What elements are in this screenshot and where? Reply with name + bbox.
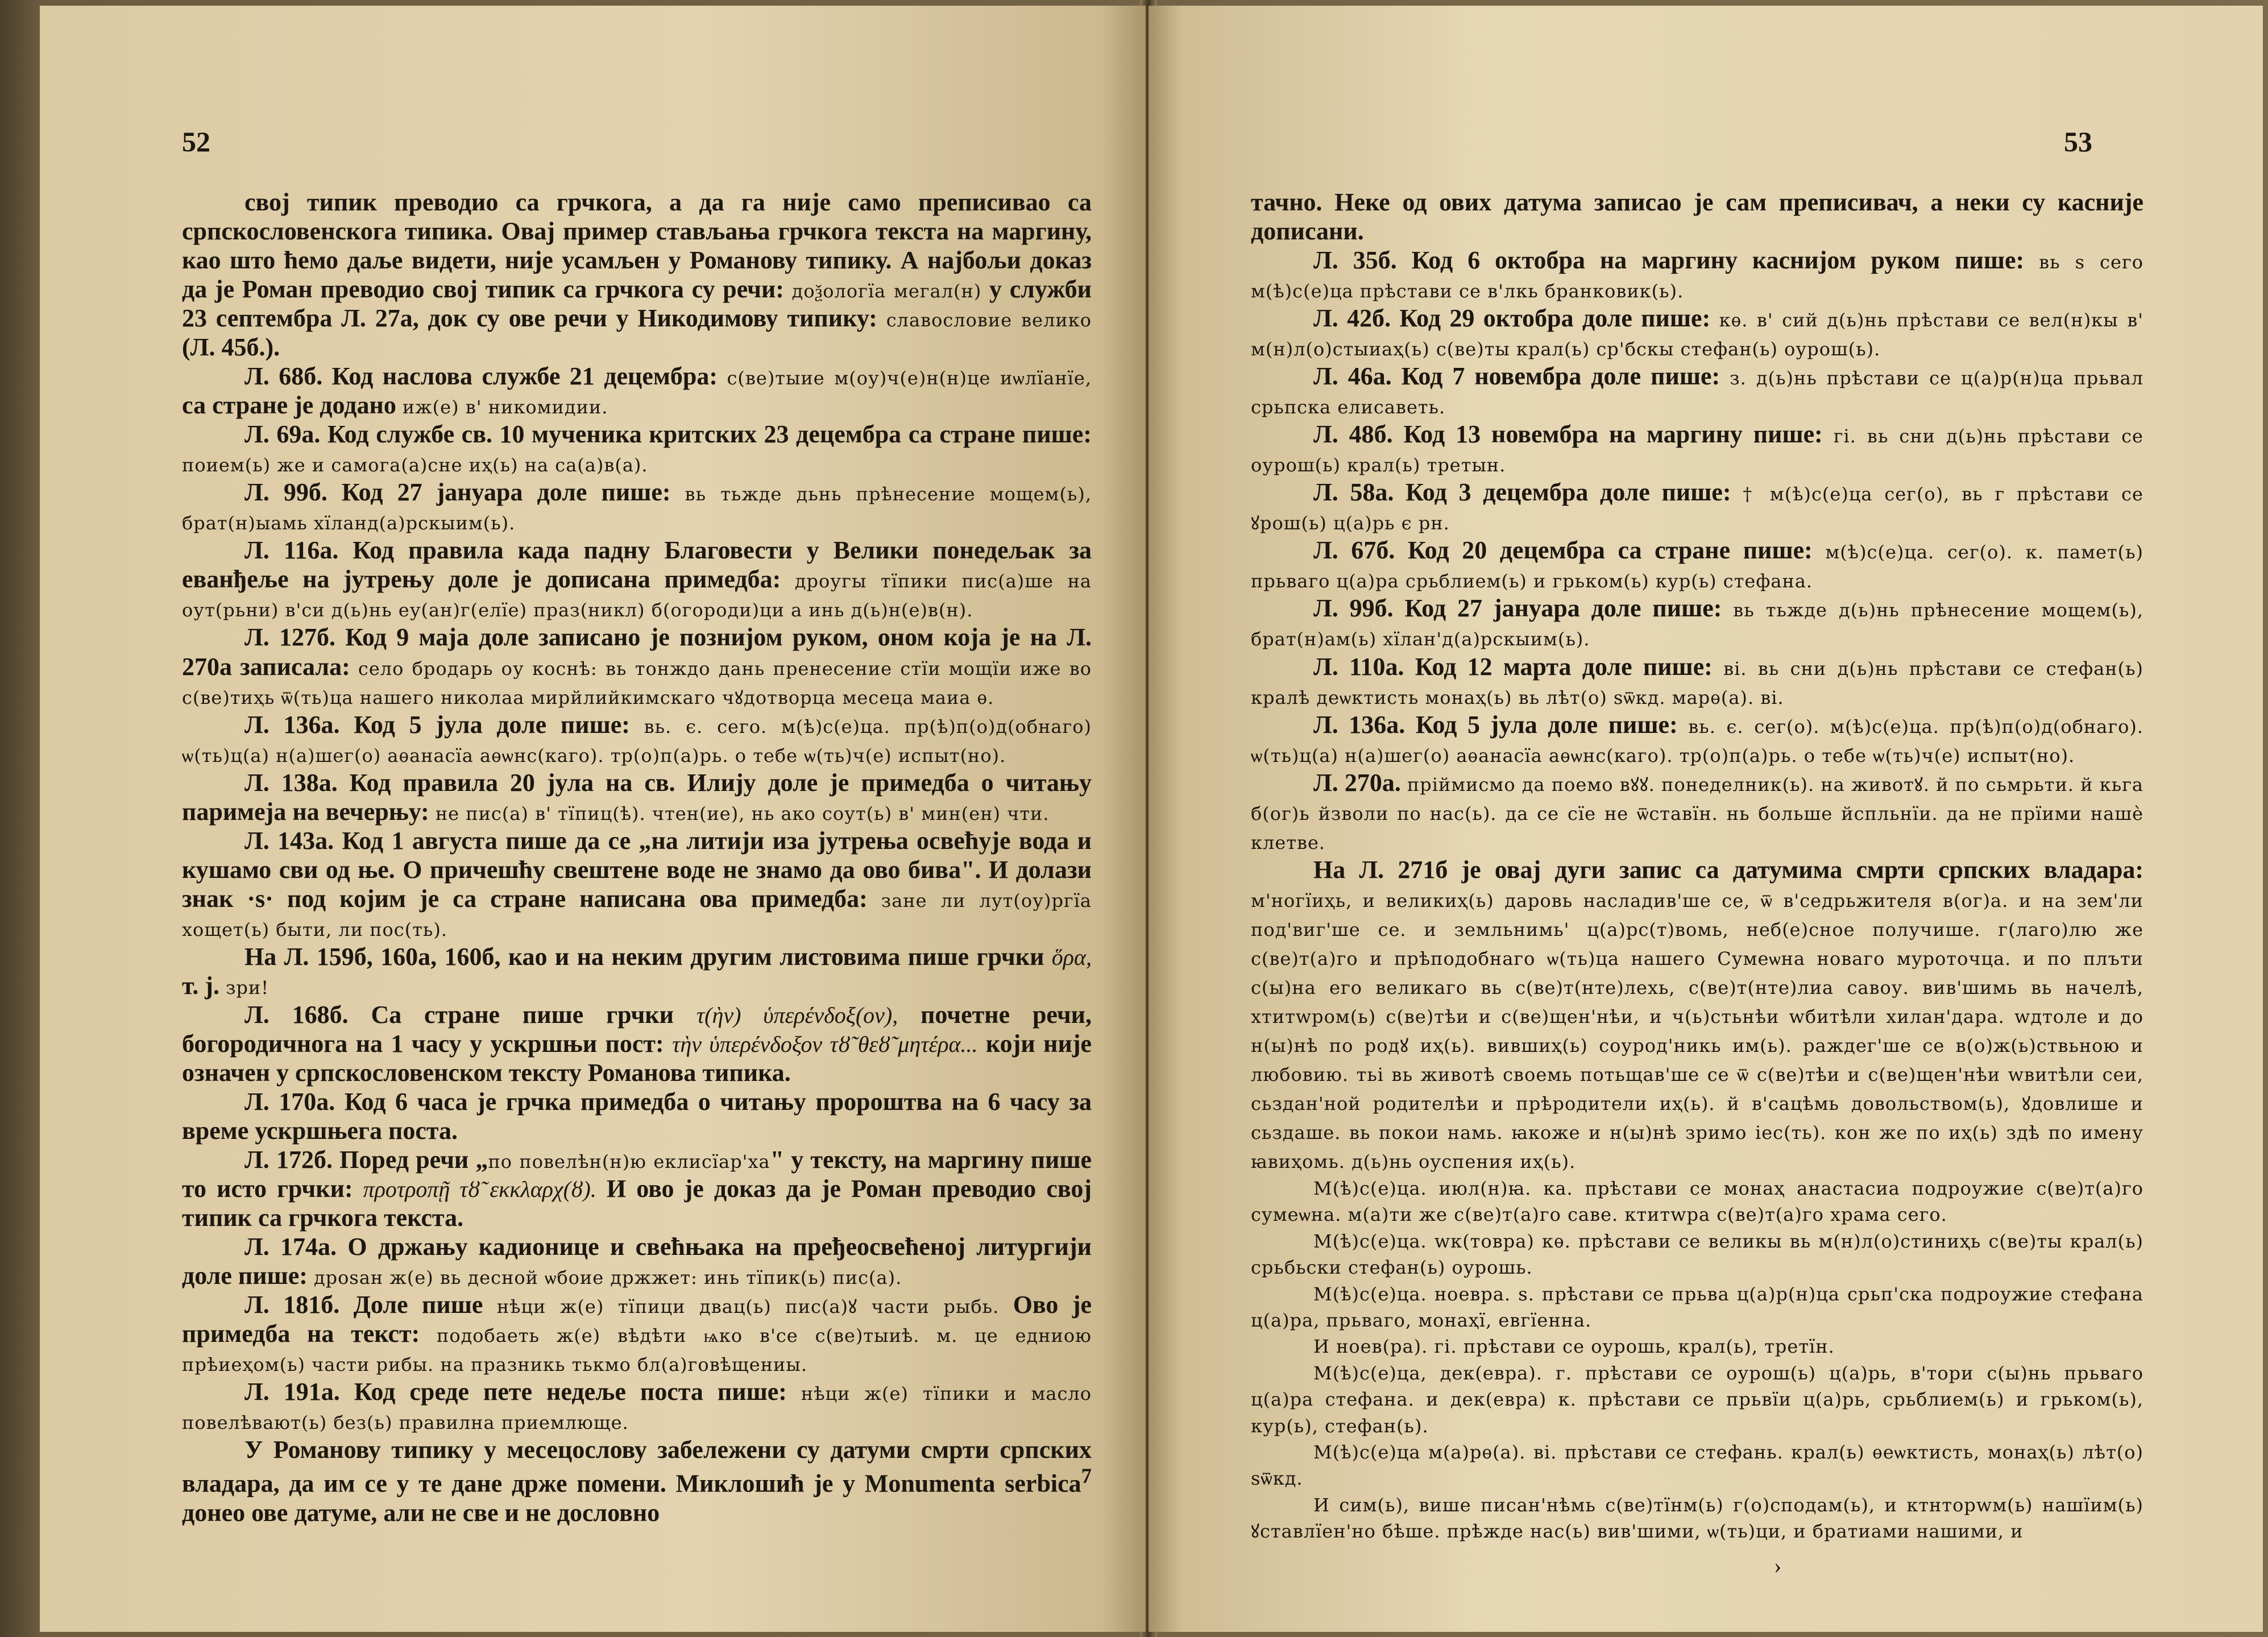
left-paragraph (182, 1000, 1092, 1087)
paragraph-text: Л. 168б. Са стране пише грчки (244, 1000, 696, 1029)
paragraph-text: Л. 99б. Код 27 јануара доле пише: (1313, 594, 1734, 623)
greek-quote: τὴν ὑπερένδοξον τȣ̃ θεȣ̃ μητέρα... (672, 1031, 978, 1057)
right-paragraph (1251, 1280, 2143, 1333)
paragraph-text: т. ј. (182, 971, 226, 1000)
left-paragraph (182, 1290, 1092, 1377)
paragraph-text: Л. 136а. Код 5 јула доле пише: (244, 710, 644, 739)
church-slavonic-quote: гі. вь сни д(ь)нь прѣстави се оурош(ь) крал(ь) третын. (1251, 425, 2143, 476)
right-paragraph (1251, 1491, 2143, 1544)
right-paragraph (1251, 594, 2143, 652)
right-paragraph (1251, 1332, 2143, 1358)
paragraph-text: На Л. 271б је овај дуги запис са датумима смрти српских владара: (1313, 855, 2143, 884)
right-paragraph (1251, 420, 2143, 478)
paragraph-text: Ово је примедба на текст: (182, 1291, 1092, 1348)
paragraph-text: Л. 172б. Поред речи „ (244, 1146, 488, 1174)
right-paragraph (1251, 652, 2143, 710)
left-paragraph (182, 1377, 1092, 1435)
church-slavonic-quote: М(ѣ)с(е)ца. июл(н)ꙗ. ка. прѣстави се монаҳ анастасиа подроужие с(ве)т(а)го сумеѡна. м(а)ти же с(ве)т(а)го саве. ктитwра с(ве)т(а)го храма сего. (1251, 1178, 2143, 1226)
church-slavonic-quote: з. д(ь)нь прѣстави се ц(а)р(н)ца прьвал срьпска елисаветь. (1251, 367, 2144, 418)
paragraph-text: свој типик преводио са грчкога, а да га није само преписивао са српскословенскога типика. Овај пример стављања грчкога текста на маргину, као што ћемо даље видети, није усамљен у Романову типику. А најбољи доказ да је Роман преводио свој типик са грчкога су речи: (182, 188, 1092, 304)
paragraph-text: Л. 48б. Код 13 новембра на маргину пише: (1313, 420, 1834, 449)
church-slavonic-quote: доѯологїа мегал(н) (791, 280, 982, 302)
church-slavonic-quote: М(ѣ)с(е)ца м(а)рѳ(а). ві. прѣстави се стефань. крал(ь) ѳеѡктисть, монаҳ(ь) лѣт(о) ѕѿкд. (1251, 1441, 2143, 1490)
church-slavonic-quote: вь. є. сего. м(ѣ)с(е)ца. пр(ѣ)п(о)д(обнаго) ѡ(ть)ц(а) н(а)шег(о) аѳанасїа аѳѡнс(каго). тр(о)п(а)рь. о тебе ѡ(ть)ч(е) испыт(но). (182, 715, 1092, 766)
right-paragraph (1251, 855, 2143, 1174)
left-paragraph (182, 1232, 1092, 1290)
left-paragraph (182, 710, 1092, 768)
left-paragraph (182, 1087, 1092, 1145)
paragraph-text: Л. 35б. Код 6 октобра на маргину каснијом руком пише: (1313, 246, 2039, 275)
paragraph-text: Л. 270а. (1313, 768, 1407, 797)
paragraph-text: Л. 127б. Код 9 маја доле записано је познијом руком, оном која је на Л. 270а записала: (182, 623, 1092, 681)
paragraph-text: Л. 116а. Код правила када падну Благовести у Велики понедељак за еванђеље на јутрењу доле је дописана примедба: (182, 536, 1092, 594)
left-page (40, 6, 1146, 1632)
paragraph-text: Л. 110а. Код 12 марта доле пише: (1313, 652, 1724, 681)
footnote-mark: 7 (1081, 1464, 1092, 1488)
church-slavonic-quote: зри! (225, 976, 269, 998)
church-slavonic-quote: подобаеть ж(е) вѣдѣти ѩко в'се с(ве)тыиѣ. м. це едниою прѣиеҳом(ь) части рибы. на празникь тькмо бл(а)говѣщениы. (182, 1325, 1092, 1376)
church-slavonic-quote: м'ногїиҳь, и великиҳ(ь) даровь насладив'ше се, ѿ в'седрьжителя в(ог)а. и на зем'ли под'виг'ше се. и земльнимь' ц(а)рс(т)вомь, неб(е)сное получише. г(лаго)лю же с(ве)т(а)го и прѣподобнаго ѡ(ть)ца нашего Сумеѡна новаго муроточца. и по плъти с(ы)на его великаго вь с(ве)т(нте)лехь, с(ве)т(нте)лиа савоу. вив'шимь вь начелѣ, хтитwром(ь) с(ве)тѣи и с(ве)щен'нѣи, и ч(ь)стьнѣи wбитѣли хилан'дара. wдтоле и до н(ы)нѣ по родꙋ иҳ(ь). вившиҳ(ь) соурод'никь им(ь). раждег'ше се в(о)ж(ь)ствьною и любовию. тьі вь животѣ своемь потьщав'ше се ѿ с(ве)тѣи и с(ве)щен'нѣи wвитѣли сеи, сьздан'ной родителѣи и прѣродители иҳ(ь). й в'сацѣмь довольством(ь), ꙋдовлише и сьздаше. вь покои намь. ꙗкоже и н(ы)нѣ зримо iес(ть). кон же по иҳ(ь) здѣ по имену ꙗвиҳомь. д(ь)нь оуспения иҳ(ь). (1251, 889, 2143, 1173)
paragraph-text: почетне речи, богородичнога на 1 часу у ускршњи пост: (182, 1000, 1092, 1058)
church-slavonic-quote: нѣци ж(е) тїпици двац(ь) пис(а)ꙋ части рыбь. (496, 1296, 1000, 1318)
church-slavonic-quote: М(ѣ)с(е)ца. ноевра. ѕ. прѣстави се прьва ц(а)р(н)ца срьп'ска подроужие стефана ц(а)ра, прьваго, монаҳї, евгїенна. (1251, 1283, 2143, 1332)
church-slavonic-quote: † м(ѣ)с(е)ца сег(о), вь г прѣстави се ꙋрош(ь) ц(а)рь є рн. (1251, 483, 2143, 534)
right-page-text (1251, 188, 2143, 1544)
church-slavonic-quote: село бродарь оу коснѣ: вь тонждо дань пренесение стїи мощїи иже во с(ве)тиҳь ѿ(ть)ца нашего николаа мирйлийкимскаго чꙋдотворца месеца маиа ѳ. (182, 657, 1092, 708)
paragraph-text: Л. 181б. Доле пише (244, 1291, 497, 1319)
church-slavonic-quote: М(ѣ)с(е)ца. wк(товра) кѳ. прѣстави се великы вь м(н)л(о)стиниҳь с(ве)ты крал(ь) срьбьски стефан(ь) оурошь. (1251, 1230, 2143, 1279)
paragraph-text: Л. 170а. Код 6 часа је грчка примедба о читању пророштва на 6 часу за време ускршњега поста. (182, 1087, 1092, 1145)
paragraph-text: И ово је доказ да је Роман преводио свој типик са грчкога текста. (182, 1175, 1092, 1232)
greek-quote: τ(ὴν) ὑπερένδοξ(ον), (696, 1002, 898, 1028)
right-paragraph (1251, 1174, 2143, 1227)
paragraph-text: у служби 23 септембра Л. 27а, док су ове речи у Никодимову типику: (182, 275, 1092, 333)
left-page-text (182, 188, 1092, 1527)
paragraph-text: донео ове датуме, али не све и не дословно (182, 1499, 660, 1527)
church-slavonic-quote: вь ѕ сего м(ѣ)с(е)ца прѣстави се в'лкь бранковик(ь). (1251, 251, 2143, 302)
paragraph-text: Л. 136а. Код 5 јула доле пише: (1313, 710, 1689, 739)
paragraph-text: Л. 58а. Код 3 децембра доле пише: (1313, 478, 1743, 507)
church-slavonic-quote: вь тьжде дьнь прѣнесение мощем(ь), брат(н)ыамь хїланд(а)рскыим(ь). (182, 483, 1092, 534)
left-paragraph (182, 1145, 1092, 1232)
right-paragraph (1251, 362, 2143, 420)
paragraph-text: " у тексту, на маргину пише то исто грчки: (182, 1146, 1092, 1203)
church-slavonic-quote: И сим(ь), више писан'нѣмь с(ве)тїнм(ь) г(о)сподам(ь), и ктнторwм(ь) нашїим(ь) ꙋставлїен'но бѣше. прѣжде нас(ь) вив'шими, ѡ(ть)ци, и братиами нашими, и (1251, 1494, 2143, 1543)
paragraph-text: Л. 67б. Код 20 децембра са стране пише: (1313, 536, 1826, 565)
right-paragraph (1251, 768, 2143, 855)
paragraph-text: који није означен у српскословенском тексту Романова типика. (182, 1029, 1092, 1087)
right-page (1148, 6, 2263, 1632)
church-slavonic-quote: с(ве)тыие м(оу)ч(е)н(н)це иѡлїанїе, (727, 367, 1092, 389)
church-slavonic-quote: пріймисмо да поемо вꙋꙋ. понеделник(ь). на животꙋ. й по сьмрьти. й кьга б(ог)ь йзволи по нас(ь). да се сїе не ѿставїн. нь больше йспльнїи. да не прїими нашѐ клетве. (1251, 773, 2143, 853)
left-paragraph (182, 623, 1092, 710)
church-slavonic-quote: зане ли лут(оу)ргїа хощет(ь) быти, ли пос(ть). (182, 889, 1092, 940)
paragraph-text: Л. 46а. Код 7 новембра доле пише: (1313, 362, 1730, 391)
paragraph-text: Л. 69а. Код службе св. 10 мученика критских 23 децембра са стране пише: (244, 420, 1092, 449)
paragraph-text: На Л. 159б, 160а, 160б, као и на неким другим листовима пише грчки (244, 942, 1052, 971)
church-slavonic-quote: И ноев(ра). гі. прѣстави се оурошь, крал(ь), третїн. (1313, 1336, 1835, 1358)
church-slavonic-quote: по повелѣн(н)ю еклисїар'ха (488, 1151, 770, 1173)
right-paragraph (1251, 478, 2143, 536)
church-slavonic-quote: нѣци ж(е) тїпики и масло повелѣвают(ь) без(ь) правилна приемлюще. (182, 1383, 1092, 1434)
church-slavonic-quote: вь. є. сег(о). м(ѣ)с(е)ца. пр(ѣ)п(о)д(обнаго). ѡ(ть)ц(а) н(а)шег(о) аѳанасїа аѳѡнс(каго). тр(о)п(а)рь. о тебе ѡ(ть)ч(е) испыт(но). (1251, 715, 2144, 766)
church-slavonic-quote: вь тьжде д(ь)нь прѣнесение мощем(ь), брат(н)ам(ь) хїлан'д(а)рскыим(ь). (1251, 599, 2144, 650)
left-paragraph (182, 188, 1092, 362)
left-paragraph (182, 826, 1092, 942)
left-paragraph (182, 478, 1092, 536)
church-slavonic-quote: дроугы тїпики пис(а)ше на оут(рьни) в'си д(ь)нь еу(ан)г(елїе) праз(никл) б(огороди)ци а инь д(ь)н(е)в(н). (182, 570, 1092, 621)
page-number-right: 53 (2064, 126, 2092, 158)
church-slavonic-quote: м(ѣ)с(е)ца. сег(о). к. памет(ь) прьваго ц(а)ра срьблием(ь) и грьком(ь) кур(ь) стефана. (1251, 541, 2143, 592)
paragraph-text: тачно. Неке од ових датума записао је сам преписивач, а неки су касније дописани. (1251, 188, 2143, 246)
paragraph-text: (Л. 45б.). (182, 333, 280, 362)
right-paragraph (1251, 188, 2143, 246)
church-slavonic-quote: кѳ. в' сий д(ь)нь прѣстави се вел(н)кы в' м(н)л(о)стыиаҳ(ь) с(ве)ты крал(ь) ср'бскы стефан(ь) оурош(ь). (1251, 309, 2144, 360)
right-paragraph (1251, 1438, 2143, 1491)
paragraph-text: Л. 99б. Код 27 јануара доле пише: (244, 478, 685, 507)
left-paragraph (182, 362, 1092, 420)
stray-ink-mark: › (1774, 1553, 1782, 1578)
church-slavonic-quote: ві. вь сни д(ь)нь прѣстави се стефан(ь) кралѣ деѡктисть монаҳ(ь) вь лѣт(о) ѕѿкд. марѳ(а). ві. (1251, 657, 2143, 708)
paragraph-text: са стране је додано (182, 391, 403, 420)
paragraph-text: Л. 138а. Код правила 20 јула на св. Илију доле је примедба о читању паримеја на вечерњу: (182, 768, 1092, 826)
left-paragraph (182, 1435, 1092, 1527)
church-slavonic-quote: иж(е) в' никомидии. (402, 396, 608, 418)
greek-quote: ὅρα, (1051, 944, 1092, 970)
paragraph-text: Л. 174а. О држању кадионице и свећњака на пређеосвећеној литургији доле пише: (182, 1233, 1092, 1290)
paragraph-text: Л. 42б. Код 29 октобра доле пише: (1313, 304, 1719, 333)
right-paragraph (1251, 1227, 2143, 1280)
left-paragraph (182, 942, 1092, 1000)
left-paragraph (182, 768, 1092, 826)
church-slavonic-quote: не пис(а) в' тїпиц(ѣ). чтен(ие), нь ако соут(ь) в' мин(ен) чти. (435, 802, 1050, 824)
page-number-left: 52 (182, 126, 210, 158)
church-slavonic-quote: славословие велико (886, 309, 1092, 331)
paragraph-text: Л. 143а. Код 1 августа пише да се „на литији иза јутрења освећује вода и кушамо сви од ње. О причешћу свештене воде не знамо да ово бива". И долази знак ·s· под којим је са стране написана ова примедба: (182, 826, 1092, 913)
right-paragraph (1251, 1359, 2143, 1438)
church-slavonic-quote: дроѕан ж(е) вь десной ѡбоие држжет: инь тїпик(ь) пис(а). (313, 1267, 902, 1289)
right-paragraph (1251, 536, 2143, 594)
paragraph-text: Л. 191а. Код среде пете недеље поста пише: (244, 1378, 801, 1406)
left-paragraph (182, 420, 1092, 478)
right-paragraph (1251, 710, 2143, 768)
paragraph-text: У Романову типику у месецослову забележени су датуми смрти српских владара, да им се у те дане држе помени. Миклошић је у Monumenta serbica (182, 1436, 1092, 1498)
church-slavonic-quote: поием(ь) же и самога(а)сне иҳ(ь) на са(а)в(а). (182, 454, 648, 476)
right-paragraph (1251, 304, 2143, 362)
left-paragraph (182, 536, 1092, 623)
paragraph-text: Л. 68б. Код наслова службе 21 децембра: (244, 362, 727, 391)
right-paragraph (1251, 246, 2143, 304)
greek-quote: προτροπῇ τȣ̃ εκκλαρχ(ȣ). (363, 1176, 596, 1203)
church-slavonic-quote: М(ѣ)с(е)ца, дек(евра). г. прѣстави се оурош(ь) ц(а)рь, в'тори с(ы)нь прьваго ц(а)ра стефана. и дек(евра) к. прѣстави се прьвїи ц(а)рь, срьблием(ь) и грьком(ь), кур(ь), стефан(ь). (1251, 1362, 2143, 1437)
